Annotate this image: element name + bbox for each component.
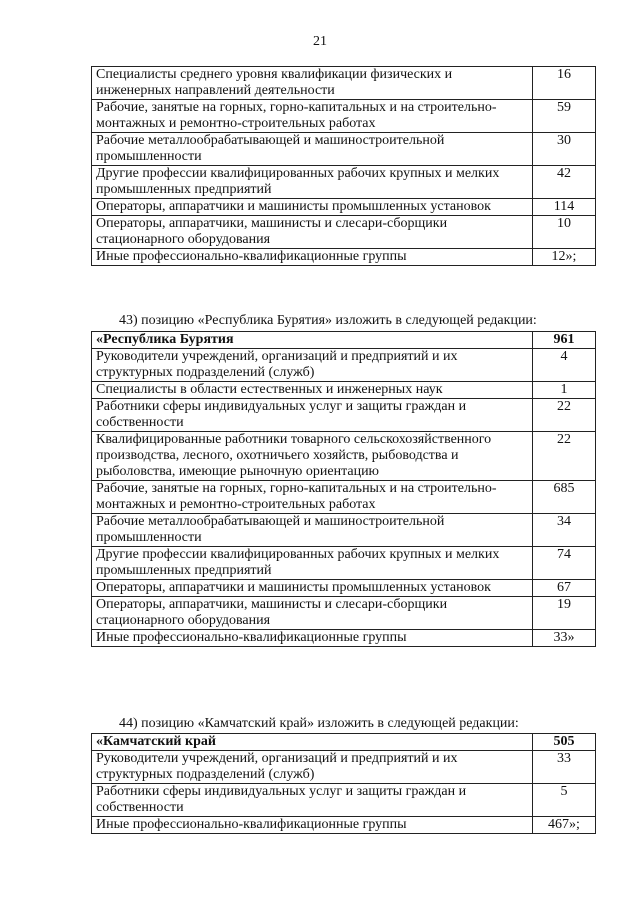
row-value: 33»	[533, 630, 596, 647]
row-value: 16	[533, 67, 596, 100]
row-label: Операторы, аппаратчики и машинисты промышленных установок	[92, 580, 533, 597]
row-label: Работники сферы индивидуальных услуг и защиты граждан и собственности	[92, 399, 533, 432]
table-row	[92, 580, 596, 597]
table-row	[92, 100, 596, 133]
row-label: Иные профессионально-квалификационные группы	[92, 630, 533, 647]
row-value: 22	[533, 432, 596, 481]
table-header-row	[92, 734, 596, 751]
table-row	[92, 514, 596, 547]
region-name: «Камчатский край	[92, 734, 533, 751]
table-row	[92, 481, 596, 514]
table-row	[92, 133, 596, 166]
table-row	[92, 630, 596, 647]
row-value: 74	[533, 547, 596, 580]
table-row	[92, 249, 596, 266]
row-label: Иные профессионально-квалификационные группы	[92, 249, 533, 266]
table-continued	[91, 66, 596, 266]
paragraph-44: 44) позицию «Камчатский край» изложить в следующей редакции:	[119, 716, 519, 731]
row-value: 467»;	[533, 817, 596, 834]
row-label: Другие профессии квалифицированных рабочих крупных и мелких промышленных предприятий	[92, 166, 533, 199]
row-label: Операторы, аппаратчики, машинисты и слесари-сборщики стационарного оборудования	[92, 216, 533, 249]
page-number: 21	[313, 34, 327, 49]
row-value: 10	[533, 216, 596, 249]
row-value: 22	[533, 399, 596, 432]
row-value: 685	[533, 481, 596, 514]
table-row	[92, 216, 596, 249]
row-value: 19	[533, 597, 596, 630]
table-row	[92, 166, 596, 199]
table-buryatia	[91, 331, 596, 647]
table-row	[92, 751, 596, 784]
row-label: Руководители учреждений, организаций и предприятий и их структурных подразделений (служб)	[92, 751, 533, 784]
row-value: 5	[533, 784, 596, 817]
row-value: 34	[533, 514, 596, 547]
row-label: Рабочие, занятые на горных, горно-капитальных и на строительно-монтажных и ремонтно-строительных работах	[92, 100, 533, 133]
row-value: 59	[533, 100, 596, 133]
row-label: Операторы, аппаратчики и машинисты промышленных установок	[92, 199, 533, 216]
row-label: Операторы, аппаратчики, машинисты и слесари-сборщики стационарного оборудования	[92, 597, 533, 630]
region-name: «Республика Бурятия	[92, 332, 533, 349]
row-value: 1	[533, 382, 596, 399]
table-row	[92, 349, 596, 382]
paragraph-43: 43) позицию «Республика Бурятия» изложить в следующей редакции:	[119, 313, 537, 328]
row-value: 12»;	[533, 249, 596, 266]
row-label: Руководители учреждений, организаций и предприятий и их структурных подразделений (служб)	[92, 349, 533, 382]
table-row	[92, 432, 596, 481]
row-label: Специалисты среднего уровня квалификации физических и инженерных направлений деятельности	[92, 67, 533, 100]
table-row	[92, 547, 596, 580]
row-label: Рабочие металлообрабатывающей и машиностроительной промышленности	[92, 514, 533, 547]
table-row	[92, 784, 596, 817]
table-row	[92, 67, 596, 100]
row-value: 114	[533, 199, 596, 216]
row-value: 30	[533, 133, 596, 166]
table-kamchatka	[91, 733, 596, 834]
row-label: Рабочие металлообрабатывающей и машиностроительной промышленности	[92, 133, 533, 166]
row-label: Квалифицированные работники товарного сельскохозяйственного производства, лесного, охотничьего хозяйств, рыбоводства и рыболовства, имеющие рыночную ориентацию	[92, 432, 533, 481]
row-label: Иные профессионально-квалификационные группы	[92, 817, 533, 834]
row-label: Работники сферы индивидуальных услуг и защиты граждан и собственности	[92, 784, 533, 817]
table-row	[92, 382, 596, 399]
row-value: 4	[533, 349, 596, 382]
region-total: 961	[533, 332, 596, 349]
row-label: Рабочие, занятые на горных, горно-капитальных и на строительно-монтажных и ремонтно-строительных работах	[92, 481, 533, 514]
table-row	[92, 597, 596, 630]
table-row	[92, 199, 596, 216]
row-value: 42	[533, 166, 596, 199]
table-header-row	[92, 332, 596, 349]
table-row	[92, 817, 596, 834]
row-label: Другие профессии квалифицированных рабочих крупных и мелких промышленных предприятий	[92, 547, 533, 580]
row-value: 67	[533, 580, 596, 597]
table-row	[92, 399, 596, 432]
row-value: 33	[533, 751, 596, 784]
row-label: Специалисты в области естественных и инженерных наук	[92, 382, 533, 399]
region-total: 505	[533, 734, 596, 751]
